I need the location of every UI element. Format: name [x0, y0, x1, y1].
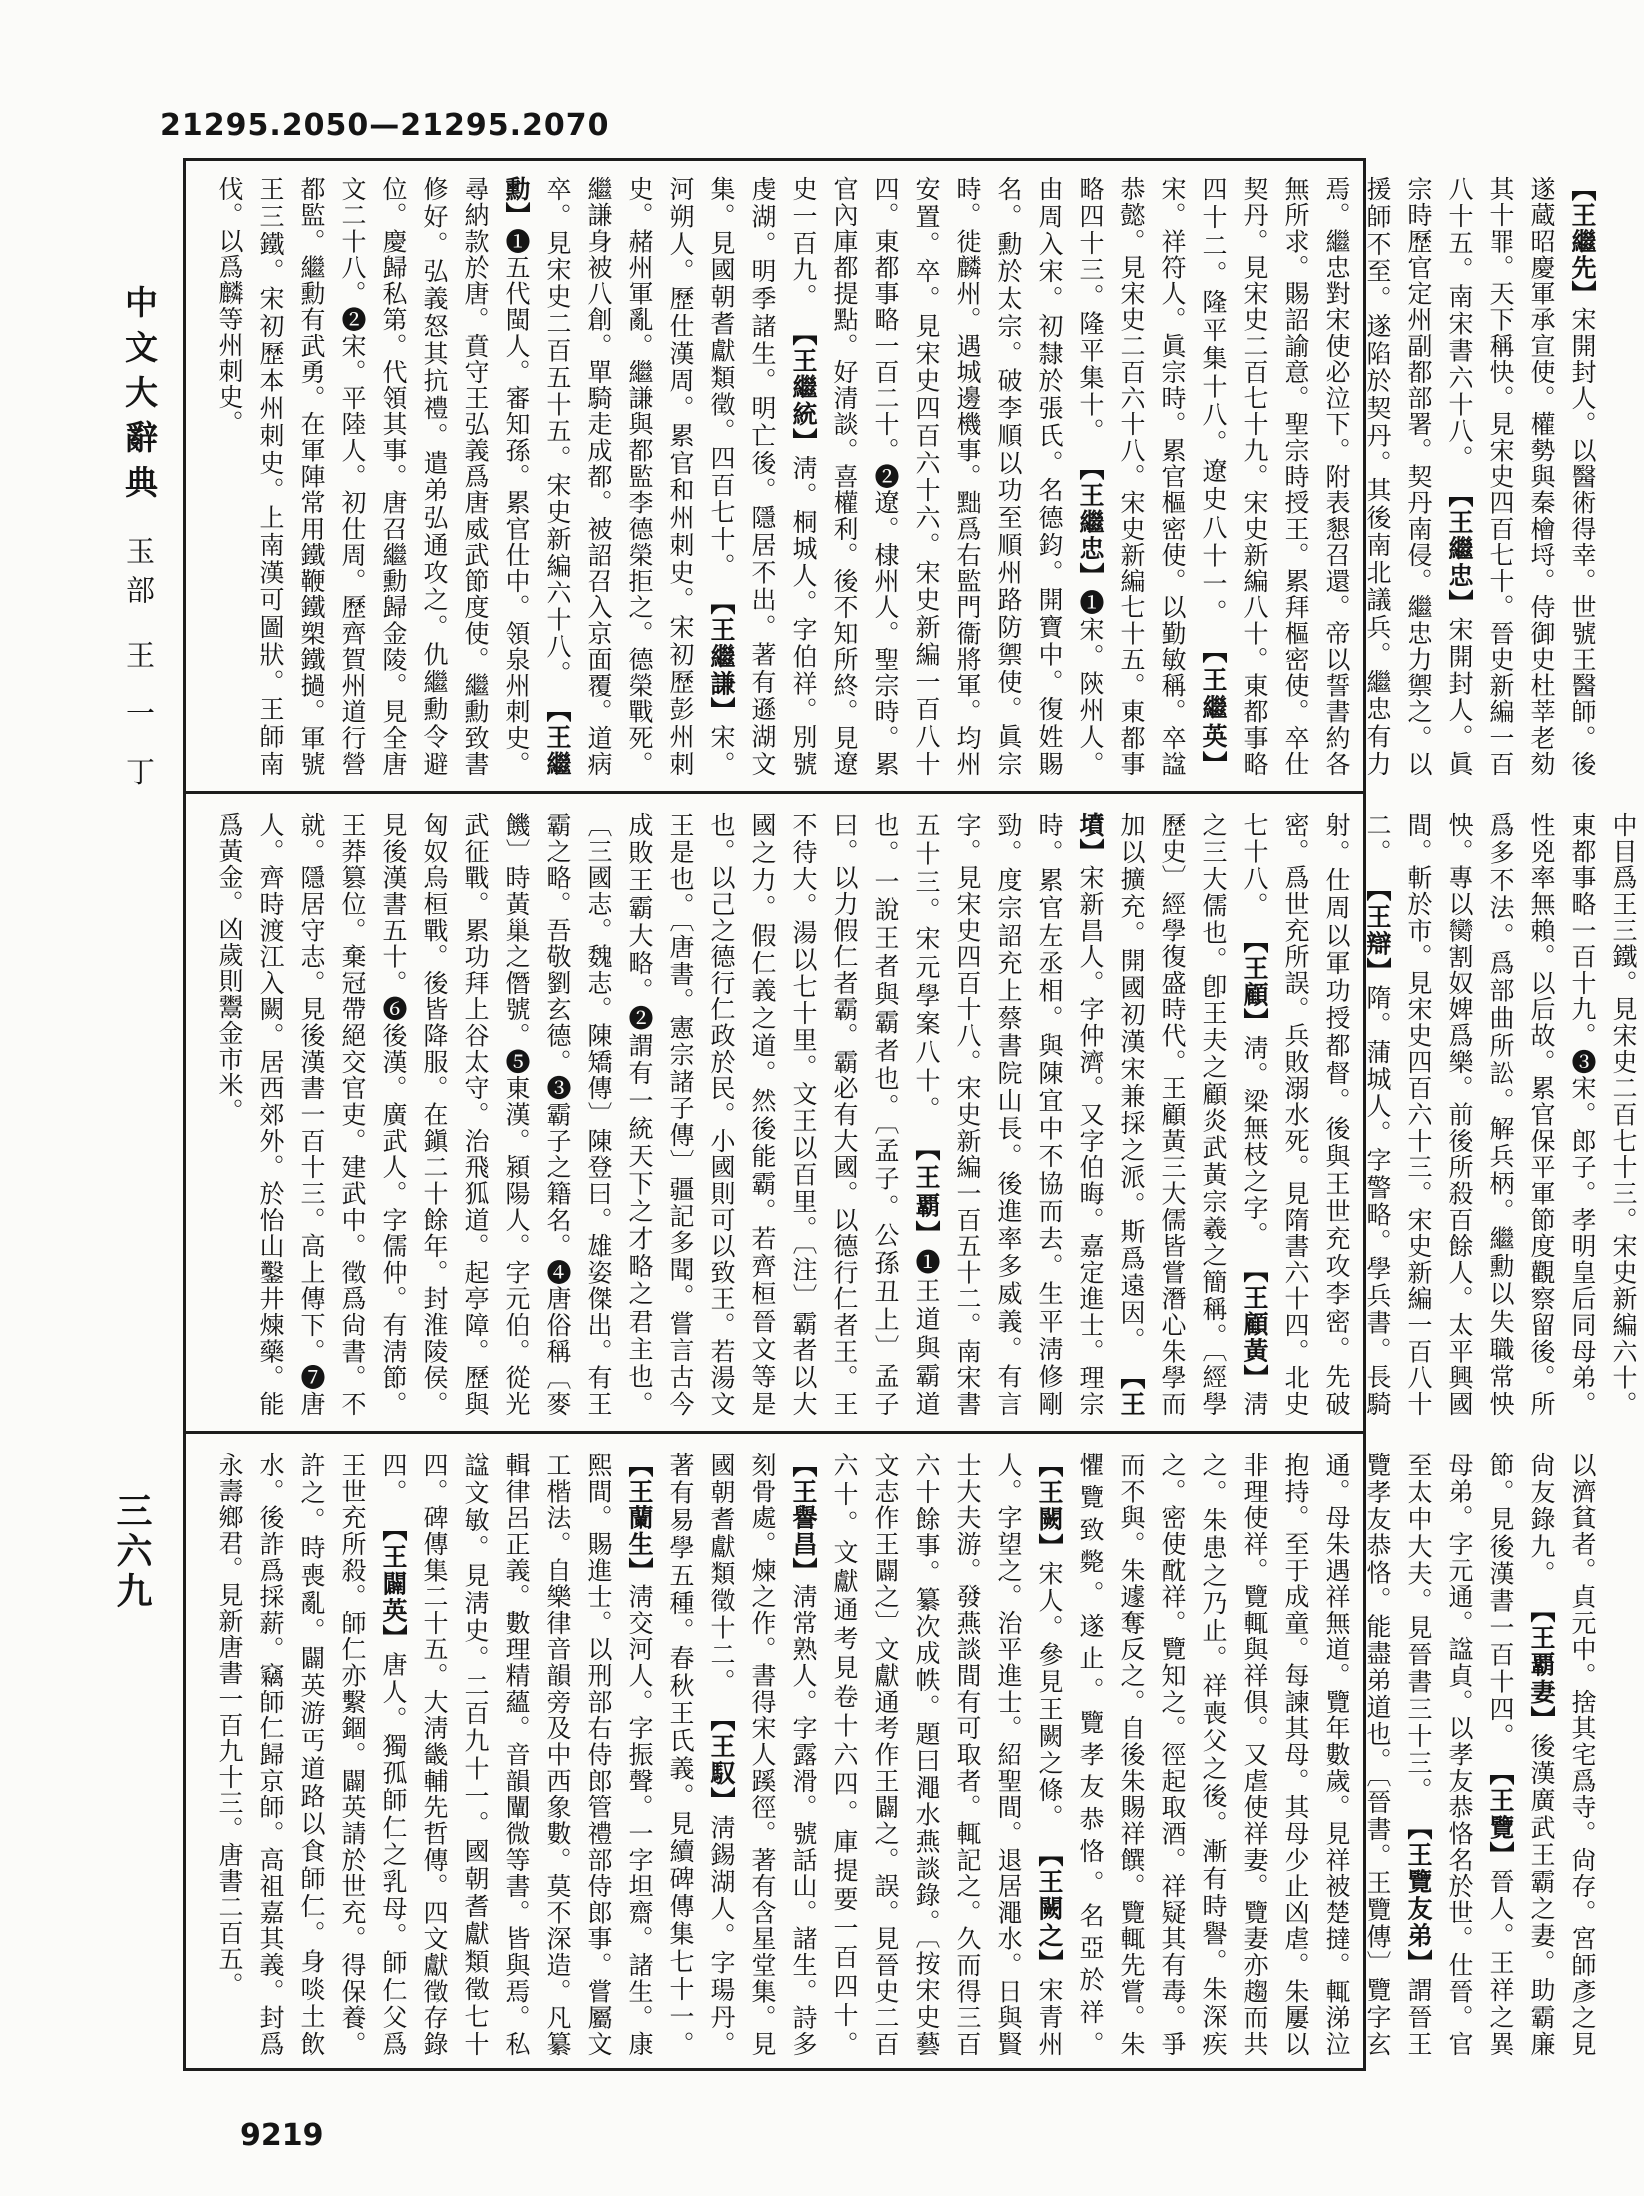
column-text: [209, 176, 1603, 777]
entry-body: 宋新昌人。字仲濟。又字伯晦。嘉定進士。理宗時。累官左丞相。與陳宜中不協而去。生平淸修剛勁。度宗詔充上蔡書院山長。後進率多威義。有言字。見宋史四百十八。宋史新編一百五十二。南宋書五十三。宋元學案八十。: [912, 812, 1105, 1418]
dictionary-entry: [215, 812, 941, 1417]
entry-headword: 【王闕之】: [1035, 1841, 1064, 1977]
entry-body: 淸。桐城人。字伯祥。別號虔湖。明季諸生。明亡後。隱居不出。著有遜湖文集。見國朝耆獻類徵。四百七十。: [707, 176, 818, 778]
text-band-middle: [183, 791, 1638, 1431]
entry-body: 淸交河人。字振聲。一字坦齋。諸生。康熙間。賜進士。以刑部右侍郎管禮部侍郎事。嘗屬文工楷法。自樂律音韻旁及中西象數。莫不深造。凡纂輯律呂正義。數理精蘊。音韻闡微等書。皆與焉。私諡文敏。見淸史。二百九十一。國朝耆獻類徵七十四。碑傳集二十五。大淸畿輔先哲傳。四文獻徵存錄四。: [379, 1452, 654, 2058]
entry-headword: 【王闕】: [1035, 1452, 1064, 1561]
entry-headword: 【王繼英】: [1199, 638, 1228, 778]
entry-body: 晉人。王祥之異母弟。字元通。諡貞。以孝友恭恪名於世。仕晉。官至太中大夫。見晉書三十三。: [1404, 1452, 1515, 2058]
entry-body: 隋。蒲城人。字警略。學兵書。長騎射。仕周以軍功授都督。後與王世充攻李密。先破密。爲世充所誤。兵敗溺水死。見隋書六十四。北史七十八。: [1240, 812, 1392, 1418]
entry-body: 淸。梁無枝之字。: [1240, 1034, 1269, 1249]
entry-headword: 【王繼先】: [1568, 176, 1597, 307]
entry-body: 宋開封人。眞宗時歷官定州副都部署。契丹南侵。繼忠力禦之。以援師不至。遂陷於契丹。其後南北議兵。繼忠有力焉。繼忠對宋使必泣下。附表懇召還。帝以誓書約各無所求。賜詔諭意。聖宗時授王。累拜樞密使。卒仕契丹。見宋史二百七十九。宋史新編八十。東都事略四十二。隆平集十八。遼史八十一。: [1199, 176, 1474, 778]
dictionary-entry: [1076, 1452, 1433, 2057]
entry-body: 宋。祥符人。眞宗時。累官樞密使。以勤敏稱。卒諡恭懿。見宋史二百六十八。宋史新編七十五。東都事略四十三。隆平集十。: [1076, 176, 1187, 777]
entry-body: ❶宋。陝州人。由周入宋。初隸於張氏。名德鈞。開寶中。復姓賜名。勳於太宗。破李順以功至順州路防禦使。眞宗時。徙麟州。遇城邊機事。黜爲右監門衞將軍。均州安置。卒。見宋史四百六十六。宋史新編一百八十四。東都事略一百二十。❷遼。棣州人。聖宗時。累官內庫都提點。好清談。喜權利。後不知所終。見遼史一百九。: [789, 176, 1105, 778]
entry-body: 宋。河朔人。歷仕漢周。累官和州刺史。宋初歷彭州刺史。赭州軍亂。繼謙與都監李德榮拒之。德榮戰死。繼謙身被八創。單騎走成都。被詔召入京面覆。道病卒。見宋史二百五十五。宋史新編六十八。: [543, 176, 736, 778]
entry-headword: 【王覽友弟】: [1404, 1814, 1433, 1977]
column-text: [209, 1452, 1603, 2057]
entry-headword: 【王顧黃】: [1240, 1257, 1269, 1391]
entry-headword: 【王繼勳】: [502, 176, 572, 778]
entry-body: 宋人。參見王闕之條。: [1035, 1560, 1064, 1832]
entry-headword: 【王馭】: [707, 1705, 736, 1815]
entry-body: 淸錫湖人。字瑒丹。著有易學五種。春秋王氏義。見續碑傳集七十一。: [666, 1452, 736, 2058]
text-band-top: [183, 158, 1597, 791]
entry-headword: 【王蘭生】: [625, 1452, 654, 1584]
entry-body: 宋開封人。以醫術得幸。世號王醫師。後遂蔵昭慶軍承宣使。權勢與秦檜埒。侍御史杜莘老劾其十罪。天下稱快。見宋史四百七十。晉史新編一百八十五。南宋書六十八。: [1445, 176, 1597, 778]
entry-body: 中目爲王三鐵。見宋史二百七十三。宋史新編六十。東都事略一百十九。❸宋。郎子。孝明皇后同母弟。性兇率無賴。以后故。累官保平軍節度觀察留後。所爲多不法。爲部曲所訟。解兵柄。繼勳以失職常怏怏。專以臠割奴婢爲樂。前後所殺百餘人。太平興國間。斬於市。見宋史四百六十三。宋史新編一百八十二。: [1363, 812, 1638, 1417]
dictionary-entry: [912, 812, 1146, 1417]
dictionary-title: 中文大辭典: [120, 285, 159, 510]
entry-headword: 【王繼忠】: [1076, 454, 1105, 590]
entry-headword: 【王辯】: [1363, 876, 1392, 985]
entry-headword: 【王闢英】: [379, 1516, 408, 1652]
entry-headword: 【王覇】: [912, 1135, 941, 1250]
entry-headword: 【王覇妻】: [1527, 1597, 1556, 1733]
entry-headword: 【王覽】: [1486, 1760, 1515, 1869]
stroke-index: 王 一 丁: [122, 640, 156, 796]
entry-body: 淸常熟人。字露滑。號話山。諸生。詩多刻骨處。煉之作。書得宋人蹊徑。著有含星堂集。見國朝耆獻類徵十二。: [707, 1452, 818, 2058]
entry-body: 唐人。獨孤師仁之乳母。師仁父爲王世充所殺。師仁亦繫錮。闢英請於世充。得保養。許之。時喪亂。闢英游丐道路以食師仁。身啖土飲水。後詐爲採薪。竊師仁歸京師。高祖嘉其義。封爲永壽鄉君。見新唐書一百九十三。唐書二百五。: [215, 1452, 408, 2058]
entry-headword: 【王繼統】: [789, 320, 818, 455]
entry-body: 淸之三大儒也。卽王夫之顧炎武黃宗羲之簡稱。〔經學歷史〕經學復盛時代。王顧黃三大儒皆嘗潛心朱學而加以擴充。開國初漢宋兼採之派。斯爲遠因。: [1117, 812, 1269, 1417]
entry-body: 宋青州人。字望之。治平進士。紹聖間。退居澠水。日與賢士大夫游。發燕談間有可取者。輒記之。久而得三百六十餘事。纂次成帙。題曰澠水燕談錄。〔按宋史藝文志作王闢之〕文獻通考作王闢之。誤。見晉史二百六十。文獻通考見卷十六四。庫提要一百四十。: [830, 1452, 1064, 2058]
dictionary-entry: [215, 1452, 408, 2057]
side-margin: [100, 285, 159, 796]
dictionary-entry: [1035, 1452, 1064, 1831]
entry-body: 後漢廣武王霸之妻。助霸廉節。見後漢書一百十四。: [1486, 1452, 1556, 2058]
column-text: [209, 812, 1644, 1417]
entry-body: ❶王道與霸道也。一說王者與霸者也。〔孟子。公孫丑上〕孟子曰。以力假仁者霸。霸必有大國。以德行仁者王。王不待大。湯以七十里。文王以百里。〔注〕霸者以大國之力。假仁義之道。然後能霸。若齊桓晉文等是也。以己之德行仁政於民。小國則可以致王。若湯文王是也。〔唐書。憲宗諸子傳〕疆記多聞。嘗言古今成敗王霸大略。❷謂有一統天下之才略之君主也。〔三國志。魏志。陳矯傳〕陳登曰。雄姿傑出。有王霸之略。吾敬劉玄德。❸霸子之籍名。❹唐俗稱〔麥饑〕時黃巢之僭號。❺東漢。潁陽人。字元伯。從光武征戰。累功拜上谷太守。治飛狐道。起亭障。歷與匈奴烏桓戰。後皆降服。在鎭二十餘年。封淮陵侯。見後漢書五十。❻後漢。廣武人。字儒仲。有淸節。王莽篡位。棄冠帶絕交官吏。建武中。徵爲尙書。不就。隱居守志。見後漢書一百十三。高上傳下。❼唐人。齊時渡江入闕。居西郊外。於怡山鑿井煉藥。能爲黃金。凶歲則鬻金市米。: [215, 812, 941, 1418]
entry-headword: 【王繼謙】: [707, 589, 736, 725]
dictionary-entry: [1363, 812, 1638, 1417]
section-label: 玉部: [122, 536, 156, 614]
entry-headword: 【王墳】: [1076, 812, 1146, 1418]
dictionary-entry: [789, 176, 1105, 777]
dictionary-entry: [1240, 928, 1269, 1248]
dictionary-entry: [830, 1452, 1064, 2057]
dictionary-entry: [379, 1452, 654, 2057]
entry-range: 21295.2050—21295.2070: [160, 108, 610, 143]
entry-body: 謂晉王覽孝友恭恪。能盡弟道也。〔晉書。王覽傳〕覽字玄通。母朱遇祥無道。覽年數歲。見祥被楚撻。輒涕泣抱持。至于成童。每諫其母。其母少止凶虐。朱屢以非理使祥。覽輒與祥俱。又虐使祥妻。覽妻亦趨而共之。朱患之乃止。祥喪父之後。漸有時譽。朱深疾之。密使酖祥。覽知之。徑起取酒。祥疑其有毒。爭而不與。朱遽奪反之。自後朱賜祥饌。覽輒先嘗。朱懼覽致斃。遂止。覽孝友恭恪。名亞於祥。: [1076, 1452, 1433, 2058]
dictionary-entry: [1199, 176, 1474, 777]
entry-body: ❶五代閩人。審知孫。累官仕中。領泉州刺史。尋納款於唐。賁守王弘義爲唐威武節度使。繼勳致書修好。弘義怒其抗禮。遣弟弘通攻之。仇繼勳令避位。慶歸私第。代領其事。唐召繼勳歸金陵。見全唐文二十八。❷宋。平陸人。初仕周。歷齊賀州道行營都監。繼勳有武勇。在軍陣常用鐵鞭鐵槊鐵撾。軍號王三鐵。宋初歷本州刺史。上南漢可圖狀。王師南伐。以爲麟等州刺史。: [215, 176, 531, 778]
entry-headword: 【王顧】: [1240, 928, 1269, 1035]
page-number: 三六九: [111, 1492, 153, 1612]
entry-headword: 【王繼忠】: [1445, 481, 1474, 617]
print-number: 9219: [240, 2118, 324, 2153]
entry-headword: 【王譽昌】: [789, 1452, 818, 1584]
text-band-bottom: [183, 1431, 1597, 2071]
entry-body: 以濟貧者。貞元中。捨其宅爲寺。尙存。宮師彥之見尙友錄九。: [1527, 1452, 1597, 2057]
dictionary-entry: [215, 176, 572, 777]
